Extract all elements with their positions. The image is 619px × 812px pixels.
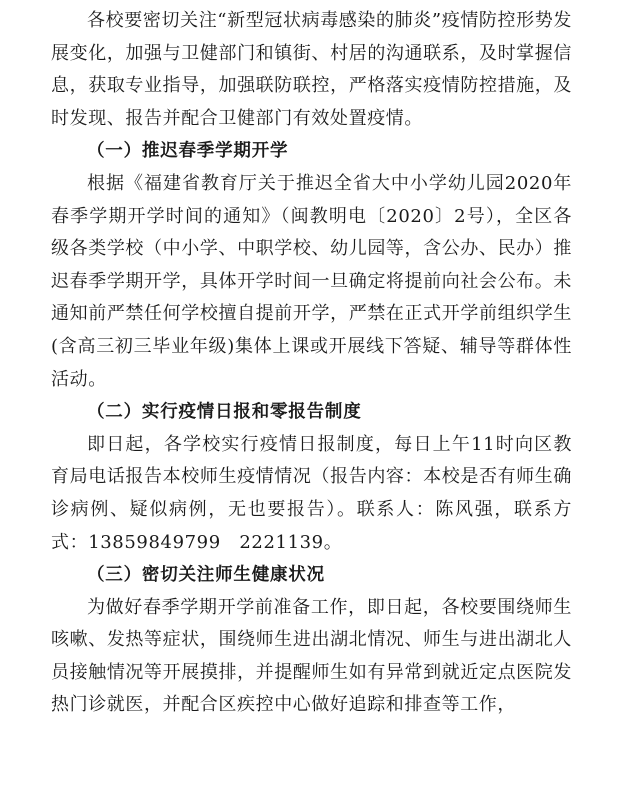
section-2-heading: （二）实行疫情日报和零报告制度 (87, 402, 362, 423)
intro-paragraph: 各校要密切关注“新型冠状病毒感染的肺炎”疫情防控形势发展变化，加强与卫健部门和镇街、村居的沟通联系，及时掌握信息，获取专业指导，加强联防联控，严格落实疫情防控措施，及时发现、报告并配合卫健部门有效处置疫情。 (51, 10, 572, 129)
section-3-heading: （三）密切关注师生健康状况 (87, 565, 325, 586)
section-2-body: 即日起，各学校实行疫情日报制度，每日上午11时向区教育局电话报告本校师生疫情情况（报告内容：本校是否有师生确诊病例、疑似病例，无也要报告）。联系人：陈风强，联系方式：13859849799 2221139。 (51, 433, 572, 553)
section-1-heading: （一）推迟春季学期开学 (87, 141, 289, 162)
section-3-body: 为做好春季学期开学前准备工作，即日起，各校要围绕师生咳嗽、发热等症状，围绕师生进出湖北情况、师生与进出湖北人员接触情况等开展摸排，并提醒师生如有异常到就近定点医院发热门诊就医，并配合区疾控中心做好追踪和排查等工作， (51, 596, 572, 716)
section-1-body: 根据《福建省教育厅关于推迟全省大中小学幼儿园2020年春季学期开学时间的通知》（闽教明电〔2020〕2号），全区各级各类学校（中小学、中职学校、幼儿园等，含公办、民办）推迟春季学期开学，具体开学时间一旦确定将提前向社会公布。未通知前严禁任何学校擅自提前开学，严禁在正式开学前组织学生(含高三初三毕业年级)集体上课或开展线下答疑、辅导等群体性活动。 (51, 172, 572, 390)
